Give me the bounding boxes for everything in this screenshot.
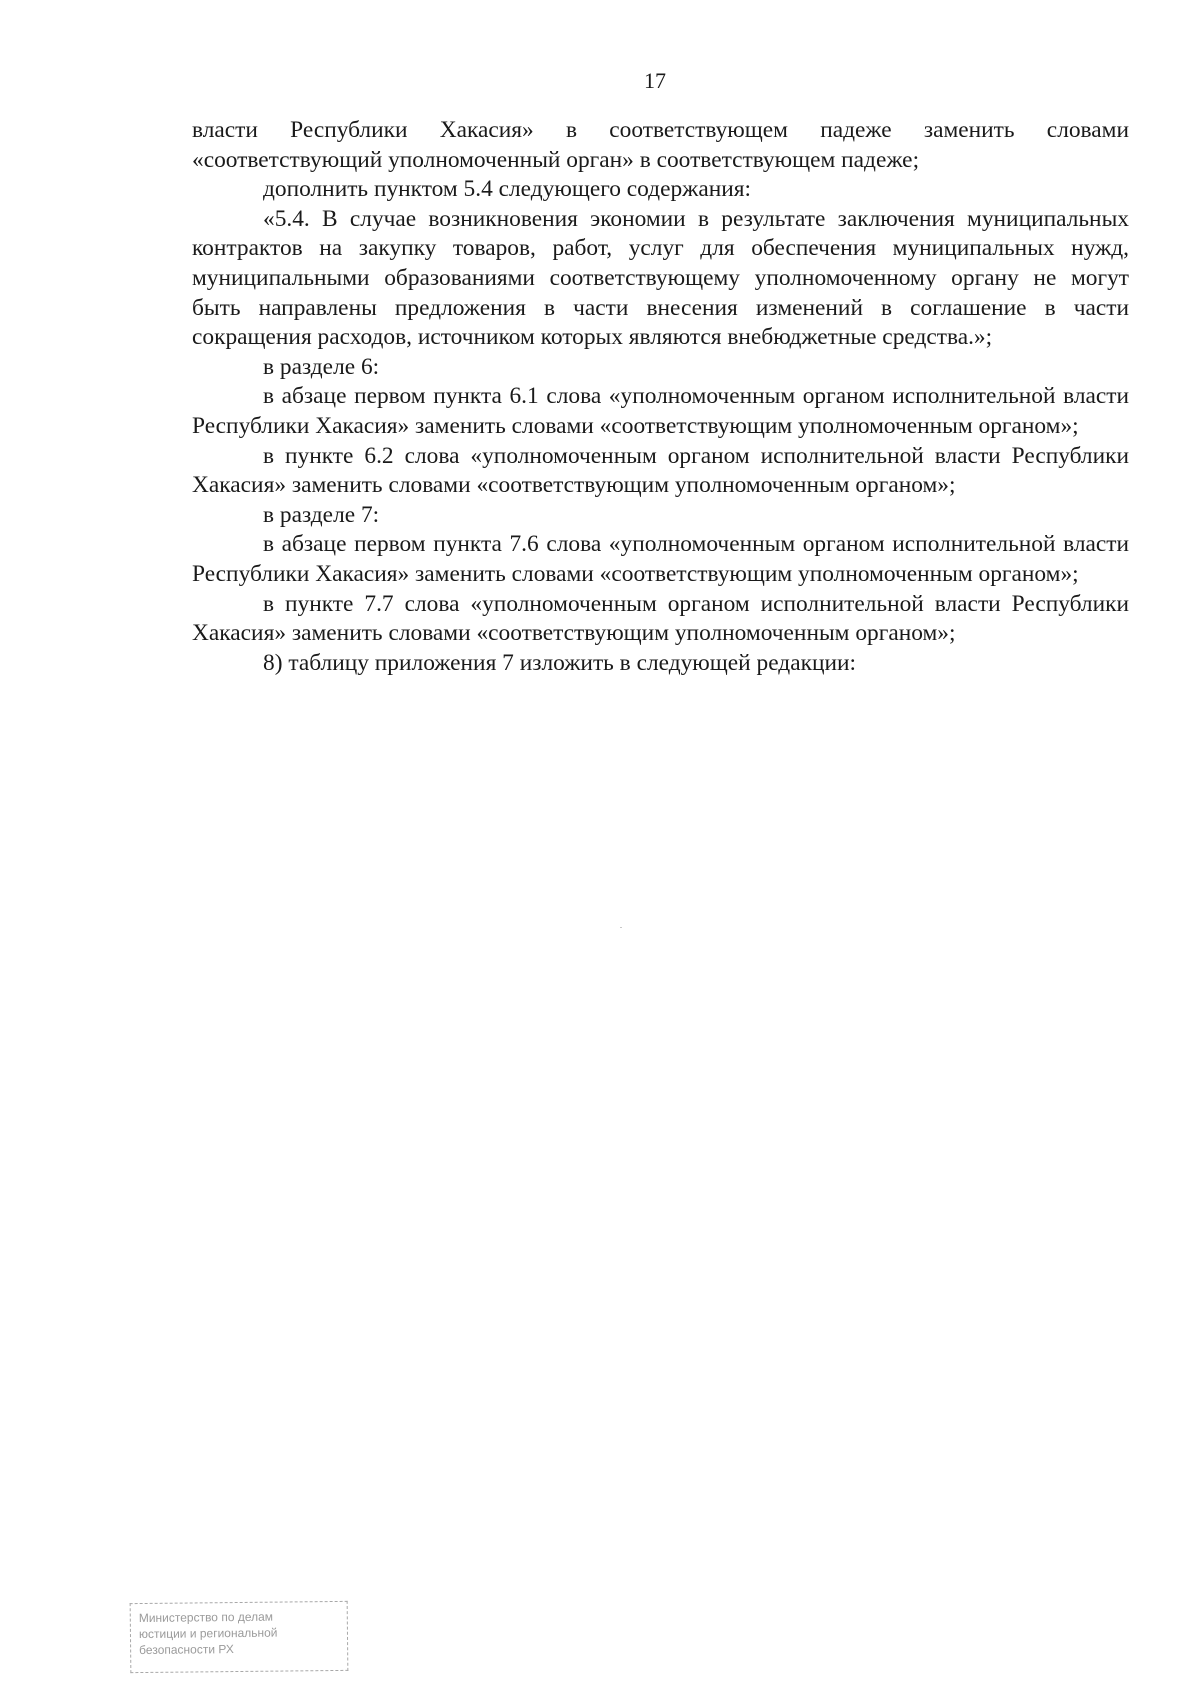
paragraph-section-7: в разделе 7: — [263, 501, 380, 528]
page-number: 17 — [644, 68, 666, 93]
stamp-line-3: безопасности РХ — [139, 1642, 234, 1658]
registration-stamp — [130, 1601, 349, 1673]
paragraph-section-6: в разделе 6: — [263, 353, 380, 380]
paragraph-item-8: 8) таблицу приложения 7 изложить в следующей редакции: — [263, 649, 856, 676]
paragraph-clause-6-2: в пункте 6.2 слова «уполномоченным органом исполнительной власти Республики Хакасия» заменить словами «соответствующим уполномоченным органом»; — [192, 442, 1129, 499]
stamp-line-1: Министерство по делам — [138, 1609, 274, 1626]
paragraph-clause-5-4: «5.4. В случае возникновения экономии в результате заключения муниципальных контрактов на закупку товаров, работ, услуг для обеспечения муниципальных нужд, муниципальными образованиями соответствующему уполномоченному органу не могут быть направлены предложения в части внесения изменений в соглашение в части сокращения расходов, источником которых являются внебюджетные средства.»; — [192, 205, 1129, 351]
scan-speck — [620, 927, 622, 928]
paragraph-clause-7-7: в пункте 7.7 слова «уполномоченным органом исполнительной власти Республики Хакасия» заменить словами «соответствующим уполномоченным органом»; — [192, 590, 1129, 647]
paragraph-clause-7-6: в абзаце первом пункта 7.6 слова «уполномоченным органом исполнительной власти Республики Хакасия» заменить словами «соответствующим уполномоченным органом»; — [192, 531, 1129, 587]
paragraph-continuation: власти Республики Хакасия» в соответствующем падеже заменить словами «соответствующий уполномоченный орган» в соответствующем падеже; — [192, 117, 1129, 173]
stamp-line-2: юстиции и региональной — [138, 1625, 278, 1642]
paragraph-clause-6-1: в абзаце первом пункта 6.1 слова «уполномоченным органом исполнительной власти Республики Хакасия» заменить словами «соответствующим уполномоченным органом»; — [192, 383, 1129, 439]
document-body — [192, 116, 1129, 678]
paragraph-add-clause: дополнить пунктом 5.4 следующего содержания: — [263, 176, 751, 203]
